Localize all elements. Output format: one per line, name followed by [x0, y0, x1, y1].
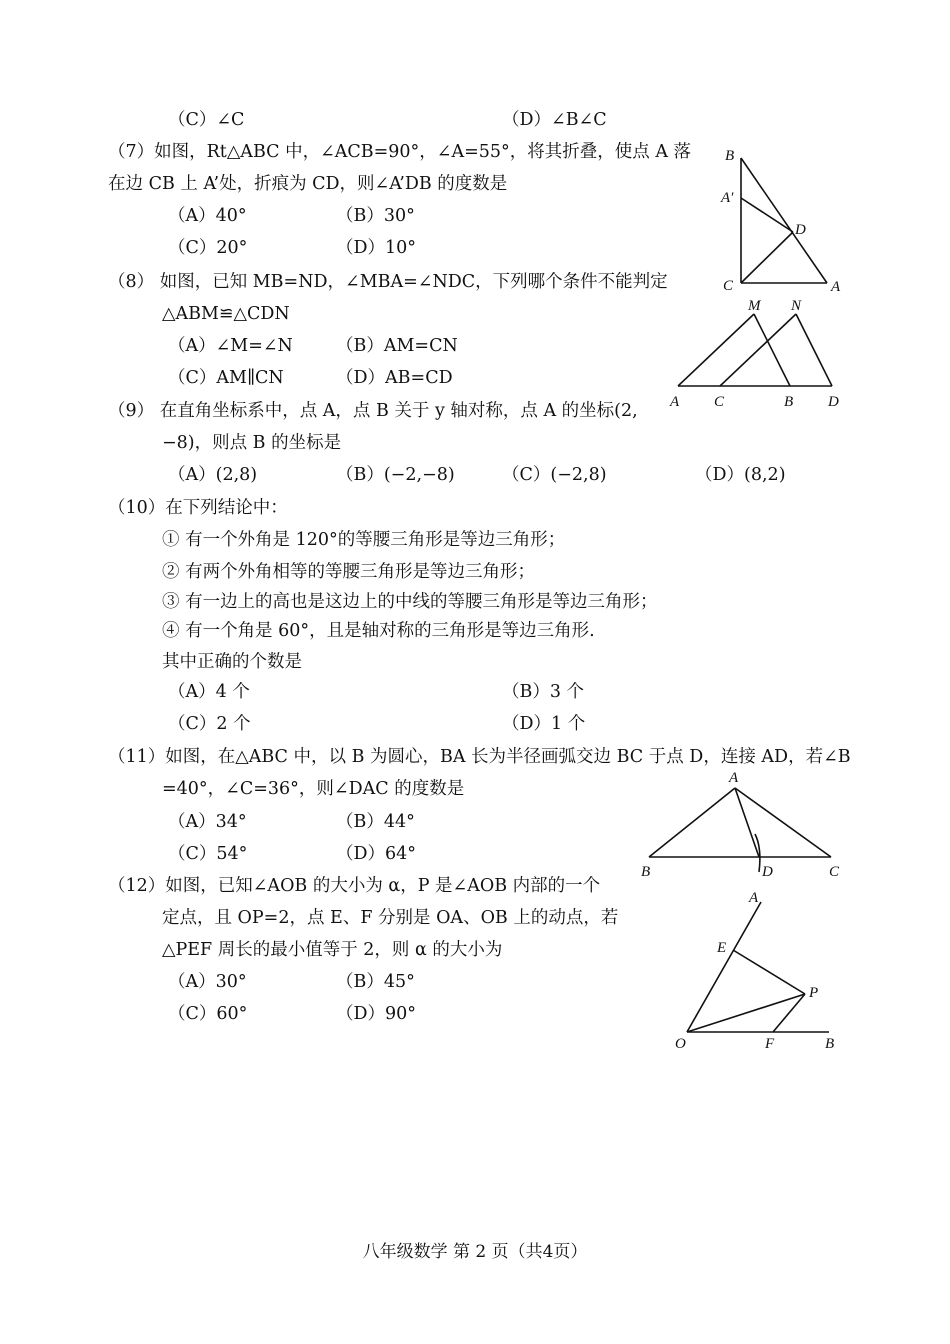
q6-option-c: （C）∠C [168, 110, 245, 130]
q8-label-d: D [828, 394, 839, 410]
q11-option-c: （C）54° [168, 844, 248, 864]
q10-option-d: （D）1 个 [502, 714, 586, 734]
q10-statement-3: ③ 有一边上的高也是这边上的中线的等腰三角形是等边三角形； [162, 592, 658, 612]
q12-option-d: （D）90° [336, 1004, 417, 1024]
q8-label-n: N [791, 298, 802, 314]
q12-stem-line1: （12）如图，已知∠AOB 的大小为 α，P 是∠AOB 内部的一个 [108, 876, 601, 896]
q12-label-p: P [809, 985, 819, 1001]
q10-statement-2: ② 有两个外角相等的等腰三角形是等边三角形； [162, 562, 536, 582]
q12-label-a: A [749, 890, 759, 906]
q6-option-d: （D）∠B∠C [502, 110, 607, 130]
q8-stem-line2: △ABM≌△CDN [162, 304, 290, 324]
q8-segment-nd [796, 314, 832, 386]
q9-stem-line1: （9） 在直角坐标系中，点 A，点 B 关于 y 轴对称，点 A 的坐标(2, [108, 401, 638, 421]
q7-side-ba [741, 158, 827, 283]
q7-figure [715, 140, 855, 298]
q11-segment-ad [735, 788, 759, 857]
q9-option-a: （A）(2,8) [168, 465, 258, 485]
q10-statement-1: ① 有一个外角是 120°的等腰三角形是等边三角形； [162, 530, 566, 550]
q7-label-a: A [831, 279, 841, 295]
q9-option-b: （B）(−2,−8) [336, 465, 455, 485]
q7-option-d: （D）10° [336, 238, 417, 258]
q8-option-c: （C）AM∥CN [168, 368, 284, 388]
q11-label-b: B [641, 864, 651, 880]
q8-label-c: C [714, 394, 725, 410]
q11-option-d: （D）64° [336, 844, 417, 864]
q12-stem-line3: △PEF 周长的最小值等于 2，则 α 的大小为 [162, 940, 503, 960]
q7-option-c: （C）20° [168, 238, 248, 258]
q11-stem-line1: （11）如图，在△ABC 中，以 B 为圆心，BA 长为半径画弧交边 BC 于点 D，连接 AD，若∠B [108, 747, 851, 767]
q11-label-a: A [729, 770, 739, 786]
q7-option-a: （A）40° [168, 206, 247, 226]
q10-option-a: （A）4 个 [168, 682, 250, 702]
q7-stem-line2: 在边 CB 上 A’处，折痕为 CD，则∠A’DB 的度数是 [108, 174, 508, 194]
q12-label-e: E [717, 940, 727, 956]
q11-stem-line2: =40°，∠C=36°，则∠DAC 的度数是 [162, 779, 465, 799]
q11-label-d: D [762, 864, 773, 880]
q7-stem-line1: （7）如图，Rt△ABC 中，∠ACB=90°，∠A=55°，将其折叠，使点 A 落 [108, 142, 692, 162]
q10-option-b: （B）3 个 [502, 682, 585, 702]
q8-option-a: （A）∠M=∠N [168, 336, 293, 356]
q8-stem-line1: （8） 如图，已知 MB=ND，∠MBA=∠NDC，下列哪个条件不能判定 [108, 272, 668, 292]
q7-label-d: D [795, 222, 806, 238]
q8-figure [664, 296, 854, 416]
q12-stem-line2: 定点，且 OP=2，点 E、F 分别是 OA、OB 上的动点，若 [162, 908, 619, 928]
q12-option-b: （B）45° [336, 972, 415, 992]
q8-label-b: B [784, 394, 794, 410]
q9-stem-line2: −8)，则点 B 的坐标是 [162, 433, 342, 453]
q8-option-b: （B）AM=CN [336, 336, 458, 356]
q12-figure [665, 884, 850, 1052]
q8-option-d: （D）AB=CD [336, 368, 453, 388]
q10-stem: （10）在下列结论中： [108, 498, 288, 518]
page-footer: 八年级数学 第 2 页（共4页） [362, 1242, 588, 1262]
q12-option-c: （C）60° [168, 1004, 248, 1024]
q11-side-ba [649, 788, 735, 857]
q11-side-ac [735, 788, 831, 857]
q12-option-a: （A）30° [168, 972, 247, 992]
q7-option-b: （B）30° [336, 206, 415, 226]
q12-label-o: O [675, 1036, 686, 1052]
q8-label-a: A [670, 394, 680, 410]
q9-option-c: （C）(−2,8) [502, 465, 607, 485]
q7-label-a-prime: A′ [721, 190, 734, 206]
q9-option-d: （D）(8,2) [695, 465, 786, 485]
q7-segment-a-prime-d [741, 198, 793, 232]
q8-segment-am [678, 314, 754, 386]
q10-ask: 其中正确的个数是 [162, 652, 302, 672]
q11-label-c: C [829, 864, 840, 880]
q12-label-b: B [825, 1036, 835, 1052]
q7-label-b: B [725, 148, 735, 164]
q7-fold-cd [741, 232, 793, 283]
q8-label-m: M [748, 298, 761, 314]
q12-label-f: F [765, 1036, 775, 1052]
q11-figure [635, 766, 850, 884]
q11-option-b: （B）44° [336, 812, 415, 832]
q11-option-a: （A）34° [168, 812, 247, 832]
q7-label-c: C [723, 278, 734, 294]
q12-segment-ep [733, 950, 805, 994]
q10-option-c: （C）2 个 [168, 714, 251, 734]
q10-statement-4: ④ 有一个角是 60°，且是轴对称的三角形是等边三角形. [162, 621, 595, 641]
